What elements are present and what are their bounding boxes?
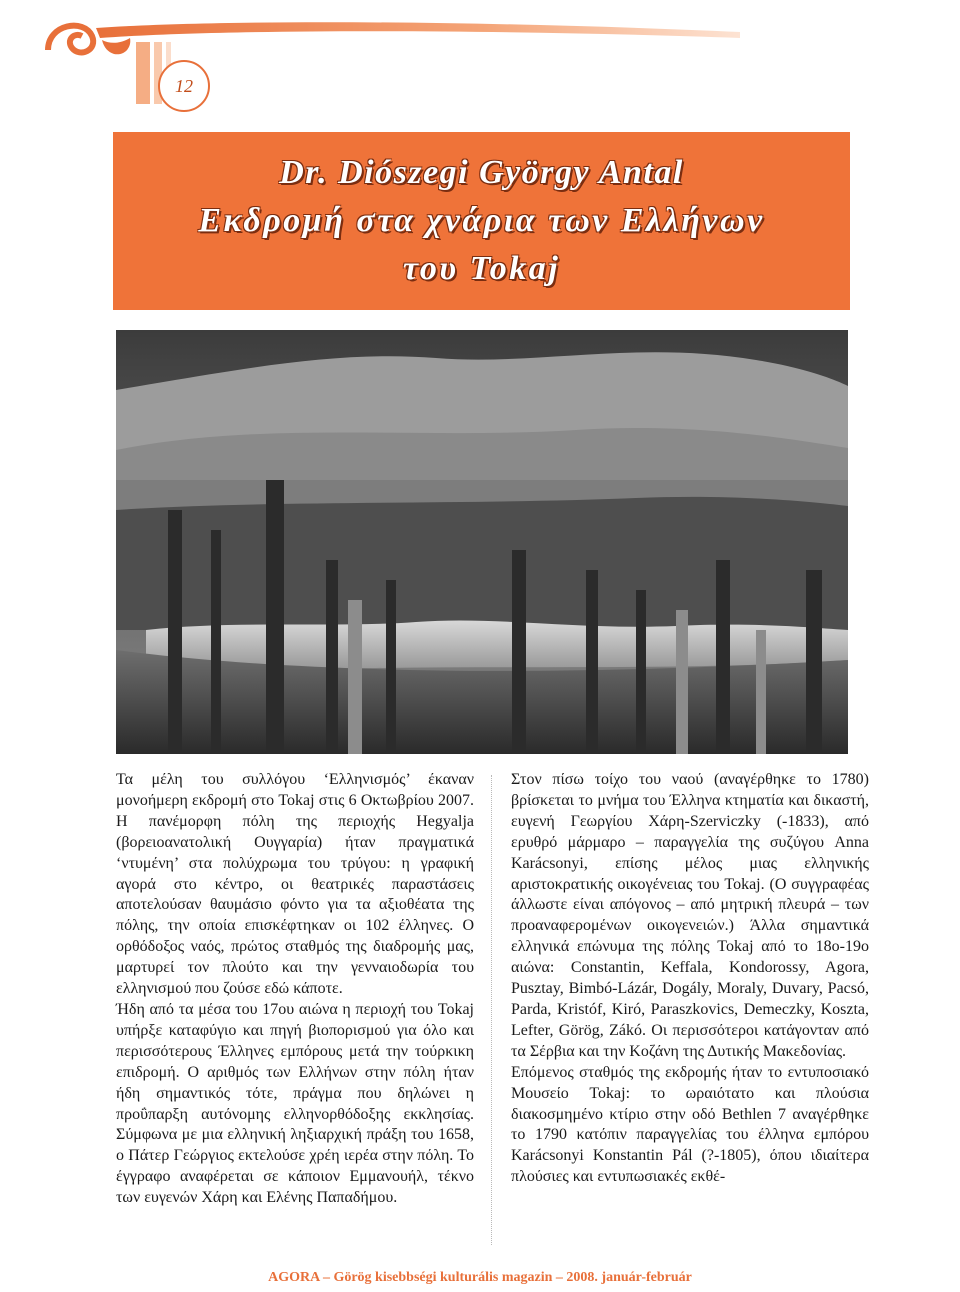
article-paragraph: Στον πίσω τοίχο του ναού (αναγέρθηκε το 1780) βρίσκεται το μνήμα του Έλληνα κτηματία και δικαστή, ευγενή Γεωργίου Χάρη-Szerviczky (-1833), από ερυθρό μάρμαρο – παραγγελία της συζύγου Anna Karácsonyi, επίσης μέλος μιας ελληνικής αριστοκρατικής οικογένειας του Tokaj. (Ο συγγραφέας άλλωστε είναι απόγονος – από μητρική πλευρά – των προαναφερομένων οικογενειών.) Άλλα σημαντικά ελληνικά επώνυμα της πόλης Tokaj από το 18ο-19ο αιώνα: Constantin, Keffala, Kondorossy, Agora, Pusztay, Bimbó-Lázár, Dogály, Moraly, Duvary, Pacsó, Parda, Kristóf, Kiró, Paraszkovics, Demeczky, Koszta, Lefter, Görög, Zákó. Οι περισσότεροι κατάγονταν από τα Σέρβια και την Κοζάνη της Δυτικής Μακεδονίας. — [511, 771, 869, 1060]
magazine-footer: AGORA – Görög kisebbségi kulturális magazin – 2008. január-február — [268, 1270, 692, 1285]
article-title-continued: του Tokaj — [402, 250, 561, 287]
column-divider — [491, 775, 493, 1245]
article-paragraph: Ήδη από τα μέσα του 17ου αιώνα η περιοχή του Tokaj υπήρξε καταφύγιο και πηγή βιοπορισμού για όλο και περισσότερους Έλληνες εμπόρους μετά την τούρκικη επιδρομή. Ο αριθμός των Ελλήνων στην πόλη ήταν ήδη σημαντικός τότε, πράγμα που δηλώνει η προΰπαρξη αυτόνομης ελληνορθόδοξης εκκλησίας. Σύμφωνα με μια ελληνική ληξιαρχική πράξη του 1658, ο Πάτερ Γεώργιος εκτελούσε χρέη ιερέα στην πόλη. Το έγγραφο αναφέρεται σε κάποιον Εμμανουήλ, τέκνο των ευγενών Χάρη και Ελένης Παπαδήμου. — [116, 1000, 474, 1207]
title-banner — [113, 132, 850, 310]
article-paragraph: Τα μέλη του συλλόγου ‘Ελληνισμός’ έκαναν μονοήμερη εκδρομή στο Tokaj στις 6 Οκτωβρίου 2007. Η πανέμορφη πόλη της περιοχής Hegyalja (βορειοανατολική Ουγγαρία) ήταν πραγματικά ‘ντυμένη’ στα πολύχρωμα του τρύγου: η γραφική αγορά στο κέντρο, οι θεατρικές παραστάσεις αποτελούσαν θαυμάσιο φόντο για τα αξιοθέατα της πόλης, την οποία επισκέφτηκαν οι 102 έλληνες. Ο ορθόδοξος ναός, πρώτος σταθμός της διαδρομής μας, μαρτυρεί τον πλούτο και την γενναιοδωρία του ελληνισμού που ζούσε εδώ κάποτε. — [116, 771, 474, 998]
article-paragraph: Επόμενος σταθμός της εκδρομής ήταν το εντυποσιακό Μουσείο Tokaj: το ωραιότατο και πλούσια διακοσμημένο κτίριο στην οδό Bethlen 7 αναγέρθηκε το 1790 κατόπιν παραγγελίας του έλληνα εμπόρου Karácsonyi Konstantin Pál (?-1805), όπου ιδιαίτερα πλούσιες και εντυπωσιακές εκθέ- — [511, 1063, 869, 1186]
vineyard-landscape-photo — [116, 330, 848, 754]
author-title: Dr. Diószegi György Antal — [279, 154, 684, 191]
article-column-right — [511, 770, 869, 1188]
ionic-column-logo-icon — [40, 10, 760, 105]
article-column-left — [116, 770, 474, 1209]
page-number: 12 — [158, 60, 210, 112]
article-title: Εκδρομή στα χνάρια των Ελλήνων — [198, 202, 765, 239]
